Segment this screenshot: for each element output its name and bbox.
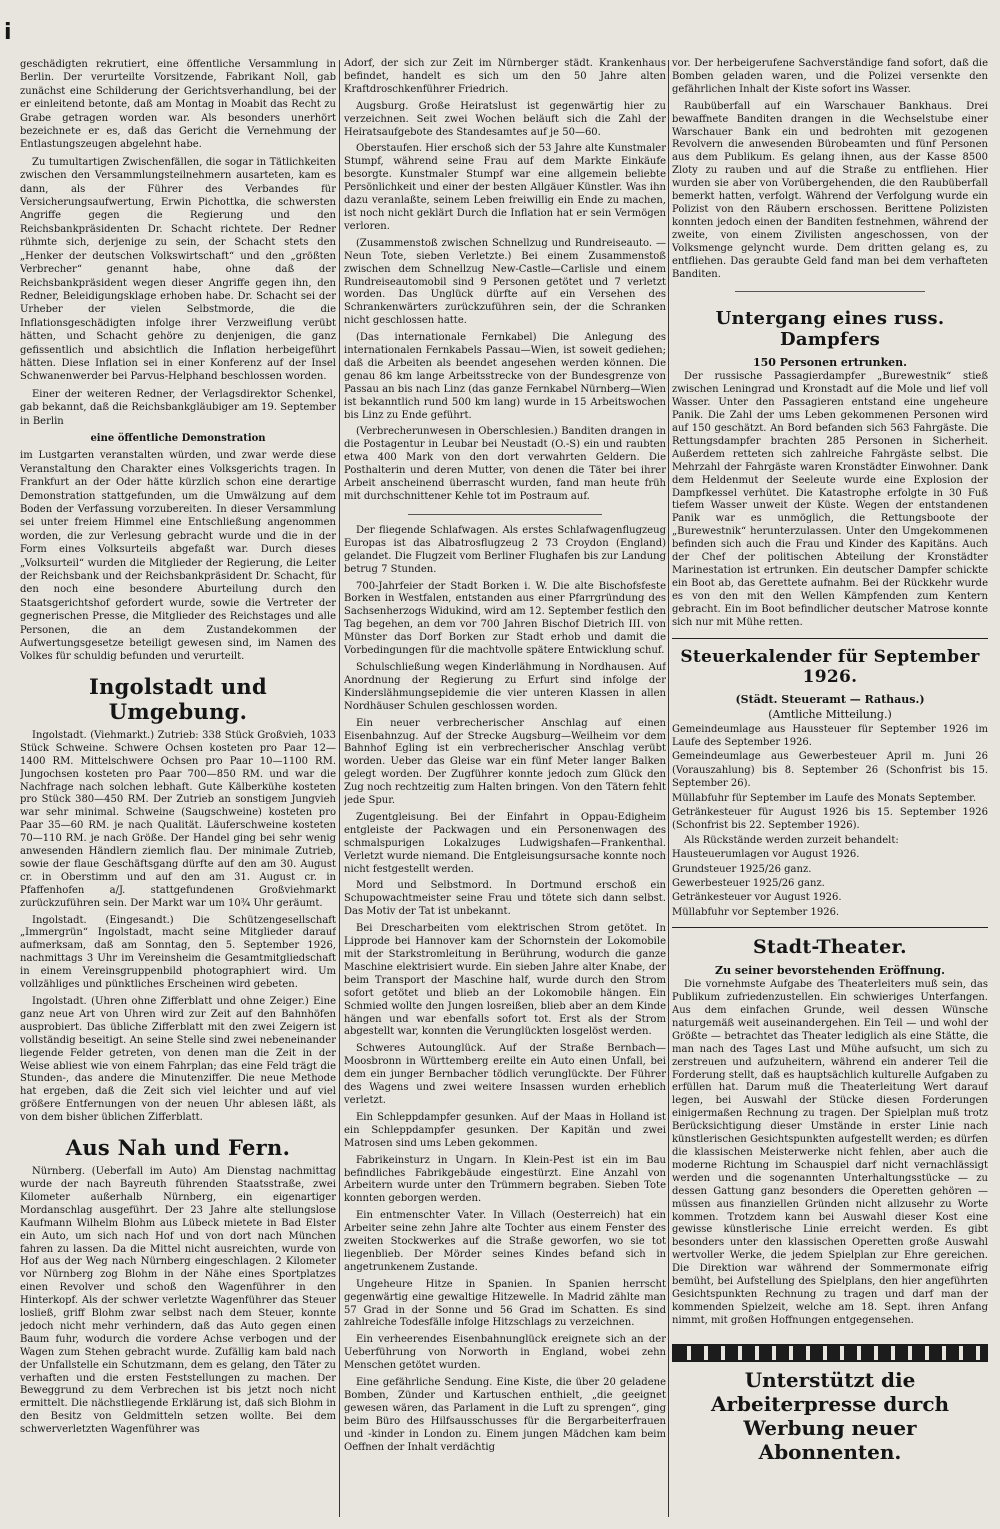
article-paragraph: Ein Schleppdampfer gesunken. Auf der Maas in Holland ist ein Schleppdampfer gesunken. Der Kapitän und zwei Matrosen sind ums Leben gekommen. bbox=[344, 1111, 666, 1149]
article-paragraph: Der russische Passagierdampfer „Burewestnik“ stieß zwischen Leningrad und Kronstadt auf die Mole und lief voll Wasser. Unter den Passagieren entstand eine ungeheure Panik. Die Zahl der ums Leben gekommenen Personen wird auf 150 geschätzt. An Bord befanden sich 563 Fahrgäste. Die Rettungsdampfer brachten 285 Personen in Sicherheit. Außerdem retteten sich zahlreiche Fahrgäste selbst. Die Mehrzahl der Fahrgäste waren Kronstädter Einwohner. Dank dem Heldenmut der Seeleute wurde eine Explosion der Dampfkessel verhütet. Die Katastrophe erfolgte in 30 Fuß tiefem Wasser unweit der Küste. Wegen der entstandenen Panik war es unmöglich, die Rettungsboote der „Burewestnik“ herunterzulassen. Unter den Umgekommenen befinden sich auch die Frau und Kinder des Kapitäns. Auch der Chef der politischen Abteilung der Kronstädter Marinestation ist ertrunken. Ein deutscher Dampfer schickte ein Boot ab, das Gerettete aufnahm. Bei der Rückkehr wurde es von den mit den Wellen Kämpfenden zum Kentern gebracht. Ein im Boot befindlicher deutscher Matrose konnte sich nur mit Mühe retten. bbox=[672, 371, 988, 628]
article-paragraph: Ingolstadt. (Uhren ohne Zifferblatt und ohne Zeiger.) Eine ganz neue Art von Uhren wird zur Zeit auf den Bahnhöfen ausprobiert. Das übliche Zifferblatt mit den zwei Zeigern ist vollständig beseitigt. An seine Stelle sind zwei nebeneinander liegende Felder getreten, von denen man die Zeit in der Weise abliest wie von einem Fahrplan; das eine Feld trägt die Stunden-, das andere die Minutenziffer. Die neue Methode hat ergeben, daß die Zeit sich viel leichter und auf viel größere Entfernungen von der neuen Uhr ablesen läßt, als von dem bisher üblichen Zifferblatt. bbox=[20, 996, 336, 1124]
article-paragraph: Fabrikeinsturz in Ungarn. In Klein-Pest ist ein im Bau befindliches Fabrikgebäude eingestürzt. Eine Anzahl von Arbeitern wurde unter den Trümmern begraben. Sieben Tote konnten geborgen werden. bbox=[344, 1154, 666, 1205]
section-subheading: 150 Personen ertrunken. bbox=[752, 356, 908, 370]
column-rule bbox=[339, 60, 340, 1517]
column-right bbox=[672, 58, 988, 1519]
section-heading-dampfer: Untergang eines russ. Dampfers bbox=[715, 308, 945, 351]
tax-item: Gewerbesteuer 1925/26 ganz. bbox=[672, 878, 825, 889]
tax-calendar bbox=[672, 723, 988, 920]
article-paragraph: Zu tumultartigen Zwischenfällen, die sogar in Tätlichkeiten zwischen den Versammlungsteilnehmern ausarteten, kam es dann, als der Führer des Verbandes für Versicherungsaufwertung, Erwin Pichottka, die schwersten Angriffe gegen die Regierung und den Reichsbankpräsidenten Dr. Schacht richtete. Der Redner rühmte sich, derjenige zu sein, der Schacht stets den „Henker der deutschen Volkswirtschaft“ und den „größten Verbrecher“ genannt habe, ohne daß der Reichsbankpräsident wegen dieser Angriffe gegen ihn, den Redner, Beleidigungsklage erhoben habe. Dr. Schacht sei der Urheber der vielen Selbstmorde, die die Inflationsgeschädigten infolge ihrer Verzweiflung verübt hätten, und Schacht gehöre zu denjenigen, die ganz gefissentlich und absichtlich die Inflation herbeigeführt hätten. Diese Inflation sei in einer Konferenz auf der Insel Schwanenwerder bei Parvus-Helphand beschlossen worden. bbox=[20, 156, 336, 383]
support-appeal bbox=[672, 1368, 988, 1464]
article-paragraph: Der fliegende Schlafwagen. Als erstes Schlafwagenflugzeug Europas ist das Albatrosflugzeug 2 73 Croydon (England) gelandet. Die Flugzeit vom Berliner Flughafen bis zur Landung betrug 7 Stunden. bbox=[344, 524, 666, 575]
separator bbox=[672, 927, 988, 928]
article-paragraph: Schweres Autounglück. Auf der Straße Bernbach—Moosbronn in Württemberg ereilte ein Auto einen Unfall, bei dem ein junger Bernbacher tödlich verunglückte. Der Führer des Wagens und zwei weitere Insassen wurden erheblich verletzt. bbox=[344, 1043, 666, 1106]
tax-item: Grundsteuer 1925/26 ganz. bbox=[672, 863, 812, 875]
corner-mark: i bbox=[4, 20, 12, 45]
separator bbox=[408, 514, 601, 515]
article-paragraph: Einer der weiteren Redner, der Verlagsdirektor Schenkel, gab bekannt, daß die Reichsbankgläubiger am 19. September in Berlin bbox=[20, 388, 336, 427]
tax-item: Hausteuerumlagen vor August 1926. bbox=[672, 849, 860, 861]
section-heading-steuer: Steuerkalender für September 1926. bbox=[680, 646, 980, 687]
tax-item: Müllabfuhr vor September 1926. bbox=[672, 906, 840, 918]
article-paragraph: Ein neuer verbrecherischer Anschlag auf einen Eisenbahnzug. Auf der Strecke Augsburg—Weilheim vor dem Bahnhof Egling ist ein verbrecherischer Anschlag verübt worden. Ueber das Gleise war ein fünf Meter langer Balken gelegt worden. Der Zugführer konnte jedoch zum Glück den Zug noch rechtzeitig zum Halten bringen. Von den Tätern fehlt jede Spur. bbox=[344, 717, 666, 807]
article-paragraph: Mord und Selbstmord. In Dortmund erschoß ein Schupowachtmeister seine Frau und tötete sich dann selbst. Das Motiv der Tat ist unbekannt. bbox=[344, 880, 666, 918]
article-paragraph: 700-Jahrfeier der Stadt Borken i. W. Die alte Bischofsfeste Borken in Westfalen, entstanden aus einer Pfarrgründung des Sachsenherzogs Widukind, wird am 12. September festlich den Tag begehen, an dem vor 700 Jahren Bischof Dietrich III. von Münster das Dorf Borken zur Stadt erhob und damit die Vorbedingungen für die machtvolle spätere Entwicklung schuf. bbox=[344, 580, 666, 657]
support-line: Werbung neuer Abonnenten. bbox=[743, 1415, 917, 1464]
section-heading-theater: Stadt-Theater. bbox=[753, 936, 907, 959]
tax-item: Müllabfuhr für September im Laufe des Monats September. bbox=[672, 792, 977, 804]
column-left bbox=[20, 58, 336, 1519]
article-paragraph: Zugentgleisung. Bei der Einfahrt in Oppau-Edigheim entgleiste der Packwagen und ein Personenwagen des schmalspurigen Lokalzuges Ludwigshafen—Frankenthal. Verletzt wurde niemand. Die Entgleisungsursache konnte noch nicht festgestellt werden. bbox=[344, 811, 666, 875]
article-paragraph: Ingolstadt. (Viehmarkt.) Zutrieb: 338 Stück Großvieh, 1033 Stück Schweine. Schwere Ochsen kosteten pro Paar 12—1400 RM. Mittelschwere Ochsen pro Paar 10—1100 RM. Jungochsen kosteten pro Paar 700—850 RM. und war die Nachfrage nach solchen lebhaft. Gute Kälberkühe kosteten pro Stück 380—450 RM. Der Zutrieb an sonstigem Jungvieh war sehr minimal. Schweine (Saugschweine) kosteten pro Paar 35—60 RM. je nach Qualität. Läuferschweine kosteten 70—110 RM. je nach Größe. Der Handel ging bei sehr wenig anwesenden Händlern ziemlich flau. Der minimale Zutrieb, sowie der flaue Geschäftsgang dürfte auf den am 30. August cr. in Oberstimm und auf den am 31. August cr. in Pfaffenhofen a/J. stattgefundenen Großviehmarkt zurückzuführen sein. Der Markt war um 10¾ Uhr geräumt. bbox=[20, 729, 336, 909]
article-paragraph: Ein verheerendes Eisenbahnunglück ereignete sich an der Ueberführung von Norworth in England, wobei zehn Menschen getötet wurden. bbox=[344, 1334, 666, 1372]
section-heading-ingolstadt: Ingolstadt und Umgebung. bbox=[88, 673, 267, 724]
article-paragraph: im Lustgarten veranstalten würden, und zwar werde diese Veranstaltung den Charakter eines Volksgerichts tragen. In Frankfurt an der Oder hätte kürzlich schon eine derartige Demonstration stattgefunden, um die Umwälzung auf dem Boden der Verfassung vorzubereiten. In dieser Versammlung sei unter freiem Himmel eine Entschließung angenommen worden, die zur Verlesung gebracht wurde und die in der Form eines Volksurteils abgefaßt war. Durch dieses „Volksurteil“ wurden die Mitglieder der Regierung, die Leiter der Reichsbank und der Reichsbankpräsident Dr. Schacht, für den noch eine besondere Aburteilung durch den Staatsgerichtshof gefordert wurde, sowie die Vertreter der gegnerischen Presse, die Mitglieder des Reichstages und alle Personen, die an dem Zustandekommen der Aufwertungsgesetze beteiligt gewesen sind, im Namen des Volkes für schuldig befunden und verurteilt. bbox=[20, 450, 336, 663]
article-paragraph: Oberstaufen. Hier erschoß sich der 53 Jahre alte Kunstmaler Stumpf, während seine Frau auf dem Markte Einkäufe besorgte. Kunstmaler Stumpf war eine allgemein beliebte Persönlichkeit und einer der besten Allgäuer Künstler. Was ihn dazu veranlaßte, seinem Leben freiwillig ein Ende zu machen, ist noch nicht geklärt Durch die Inflation hat er sein Vermögen verloren. bbox=[344, 143, 666, 232]
column-rule bbox=[668, 60, 669, 1517]
article-paragraph: Adorf, der sich zur Zeit im Nürnberger städt. Krankenhaus befindet, handelt es sich um den 50 Jahre alten Kraftdroschkenführer Friedrich. bbox=[344, 58, 666, 95]
article-paragraph: Die vornehmste Aufgabe des Theaterleiters muß sein, das Publikum zufriedenzustellen. Ein schwieriges Unterfangen. Aus dem einfachen Grunde, weil dessen Wünsche naturgemäß weit auseinandergehen. Ein Teil — und wohl der Größte — betrachtet das Theater lediglich als eine Stätte, die man nach des Tages Last und Mühe aufsucht, um sich zu zerstreuen und aufzuheitern, während ein anderer Teil die Forderung stellt, daß es hauptsächlich kulturelle Aufgaben zu erfüllen hat. Darum muß die Theaterleitung Wert darauf legen, bei Auswahl der Stücke diesen Forderungen einigermaßen Rechnung zu tragen. Der Spielplan muß trotz Berücksichtigung dieser Umstände in erster Linie nach künstlerischen Gesichtspunkten aufgestellt werden; es dürfen die klassischen Meisterwerke nicht fehlen, aber auch die moderne Richtung im Schauspiel darf nicht vernachlässigt werden und die sogenannten Unterhaltungsstücke — zu dessen Gattung ganz besonders die Operetten gehören — müssen aus finanziellen Gründen nicht allzusehr zu Worte kommen. Trotzdem kann bei Auswahl dieser Kost eine gewisse künstlerische Linie erreicht werden. Es gibt besonders unter den klassischen Operetten große Auswahl wertvoller Werke, die jedem Spielplan zur Ehre gereichen. Die Direktion war während der Sommermonate eifrig bemüht, bei Aufstellung des Spielplans, den hier angeführten Gesichtspunkten Rechnung zu tragen und darf man der kommenden Spielzeit, welche am 18. Sept. ihren Anfang nimmt, mit großen Hoffnungen entgegensehen. bbox=[672, 979, 988, 1326]
article-paragraph: Bei Drescharbeiten vom elektrischen Strom getötet. In Lipprode bei Hannover kam der Schornstein der Lokomobile mit der Starkstromleitung in Berührung, wodurch die ganze Maschine elektrisiert wurde. Ein sieben Jahre alter Knabe, der beim Transport der Maschine half, wurde durch den Strom sofort getötet und blieb an der Lokomobile hängen. Ein Schmied wollte den Jungen losreißen, blieb aber an dem Kinde hängen und war ebenfalls sofort tot. Erst als der Strom abgestellt war, konnten die Verunglückten losgelöst werden. bbox=[344, 923, 666, 1038]
tax-item: Gemeindeumlage aus Haussteuer für September 1926 im Laufe des September 1926. bbox=[672, 723, 988, 748]
article-paragraph: Ungeheure Hitze in Spanien. In Spanien herrscht gegenwärtig eine gewaltige Hitzewelle. In Madrid zählte man 57 Grad in der Sonne und 56 Grad im Schatten. Es sind zahlreiche Todesfälle infolge Hitzschlags zu verzeichnen. bbox=[344, 1278, 666, 1329]
article-paragraph: (Das internationale Fernkabel) Die Anlegung des internationalen Fernkabels Passau—Wien, ist soweit gediehen; daß die Arbeiten als beendet angesehen werden können. Die genau 86 km lange Arbeitsstrecke von der Bundesgrenze von Passau an bis nach Linz (das ganze Fernkabel Nürnberg—Wien ist bekanntlich rund 500 km lang) wurde in 15 Arbeitswochen bis Linz zu Ende geführt. bbox=[344, 332, 666, 421]
article-paragraph: (Verbrecherunwesen in Oberschlesien.) Banditen drangen in die Postagentur in Leubar bei Neustadt (O.-S) ein und raubten etwa 400 Mark von den dort verwahrten Geldern. Die Posthalterin und deren Mutter, von denen die Täter bei ihrer Arbeit anscheinend überrascht wurden, fand man heute früh mit durchschnittener Kehle tot im Postraum auf. bbox=[344, 426, 666, 502]
article-paragraph: geschädigten rekrutiert, eine öffentliche Versammlung in Berlin. Der verurteilte Vorsitzende, Fabrikant Noll, gab zunächst eine Schilderung der Gerichtsverhandlung, bei der er einleitend betonte, daß am Montag in Moabit das Recht zu Grabe getragen worden war. Als besonders unerhört bezeichnete er es, daß das Gericht die Vernehmung der Entlastungszeugen abgelehnt habe. bbox=[20, 59, 336, 151]
article-paragraph: Nürnberg. (Ueberfall im Auto) Am Dienstag nachmittag wurde der nach Bayreuth führenden Staatsstraße, zwei Kilometer außerhalb Nürnberg, ein eigenartiger Mordanschlag ausgeführt. Der 23 Jahre alte stellungslose Kaufmann Wilhelm Blohm aus Lübeck mietete in Bad Elster ein Auto, um sich nach Hof und von dort nach München fahren zu lassen. Da die Mittel nicht ausreichten, wurde von Hof aus der Weg nach Nürnberg eingeschlagen. 2 Kilometer vor Nürnberg zog Blohm in der Nähe eines Sportplatzes einen Revolver und schoß den Wagenführer in den Hinterkopf. Als der schwer verletzte Wagenführer das Steuer losließ, griff Blohm zwar selbst nach dem Steuer, konnte jedoch nicht mehr verhindern, daß das Auto gegen einen Baum fuhr, wodurch die vordere Achse verbogen und der Wagen zum Stehen gebracht wurde. Zufällig kam bald nach der Unfallstelle ein Schutzmann, dem es gelang, den Täter zu verhaften und die ersten Feststellungen zu machen. Der Beweggrund zu dem Verbrechen ist bis jetzt noch nicht ermittelt. Die nächstliegende Erklärung ist, daß sich Blohm in den Besitz von Geldmitteln setzen wollte. Bei dem schwerverletzten Wagenführer was bbox=[20, 1166, 336, 1436]
tax-item: Getränkesteuer für August 1926 bis 15. September 1926 (Schonfrist bis 22. September 1926). bbox=[672, 806, 988, 832]
article-paragraph: Augsburg. Große Heiratslust ist gegenwärtig hier zu verzeichnen. Seit zwei Wochen beläuft sich die Zahl der Heiratsaufgebote des Standesamtes auf je 50—60. bbox=[344, 100, 666, 138]
separator bbox=[735, 291, 925, 292]
article-subheading: eine öffentliche Demonstration bbox=[90, 432, 266, 444]
tax-item: Getränkesteuer vor August 1926. bbox=[672, 892, 842, 904]
section-heading-nah-fern: Aus Nah und Fern. bbox=[65, 1135, 291, 1161]
article-paragraph: Ein entmenschter Vater. In Villach (Oesterreich) hat ein Arbeiter seine zehn Jahre alte Tochter aus einem Fenster des zweiten Stockwerkes auf die Straße geworfen, wo sie tot liegenblieb. Der Mörder seines Kindes befand sich in angetrunkenem Zustande. bbox=[344, 1210, 666, 1273]
tax-item: Gemeindeumlage aus Gewerbesteuer April m. Juni 26 (Vorauszahlung) bis 8. September 26 (Schonfrist bis 15. September 26). bbox=[672, 751, 988, 790]
section-subheading: (Amtliche Mitteilung.) bbox=[768, 707, 892, 721]
section-subheading: Zu seiner bevorstehenden Eröffnung. bbox=[715, 964, 945, 978]
article-paragraph: (Zusammenstoß zwischen Schnellzug und Rundreiseauto. — Neun Tote, sieben Verletzte.) Bei einem Zusammenstoß zwischen dem Schnellzug New-Castle—Carlisle und einem Rundreiseautomobil sind 9 Personen getötet und 7 verletzt worden. Das Unglück dürfte auf ein Versehen des Schrankenwärters zurückzuführen sein, der die Schranken nicht geschlossen hatte. bbox=[344, 237, 666, 327]
support-line: Unterstützt die Arbeiterpresse durch bbox=[710, 1367, 950, 1416]
article-paragraph: vor. Der herbeigerufene Sachverständige fand sofort, daß die Bomben geladen waren, und die Polizei versenkte den gefährlichen Inhalt der Kiste sofort ins Wasser. bbox=[672, 58, 988, 95]
article-paragraph: Schulschließung wegen Kinderlähmung in Nordhausen. Auf Anordnung der Regierung zu Erfurt sind infolge der Kinderslähmungsepidemie die vier unteren Klassen in allen Nordhäuser Schulen geschlossen worden. bbox=[344, 661, 666, 712]
decorative-border bbox=[672, 1344, 988, 1362]
article-paragraph: Eine gefährliche Sendung. Eine Kiste, die über 20 geladene Bomben, Zünder und Kartuschen enthielt, „die geeignet gewesen wären, das Parlament in die Luft zu sprengen“, ging beim Büro des Hilfsausschusses für die Bergarbeiterfrauen und -kinder in London zu. Einem jungen Mädchen kam beim Oeffnen der Inhalt verdächtig bbox=[344, 1377, 666, 1453]
separator bbox=[672, 638, 988, 639]
article-paragraph: Ingolstadt. (Eingesandt.) Die Schützengesellschaft „Immergrün“ Ingolstadt, macht seine Mitglieder darauf aufmerksam, daß am Sonntag, den 5. September 1926, nachmittags 3 Uhr im Vereinsheim die Gesamtmitgliedschaft in einem Vereinsgruppenbild photographiert wird. Um vollzähliges und pünktliches Erscheinen wird gebeten. bbox=[20, 914, 336, 991]
column-middle bbox=[344, 58, 666, 1519]
section-subheading: (Städt. Steueramt — Rathaus.) bbox=[735, 692, 925, 706]
tax-item: Als Rückstände werden zurzeit behandelt: bbox=[684, 834, 899, 846]
article-paragraph: Raubüberfall auf ein Warschauer Bankhaus. Drei bewaffnete Banditen drangen in die Wechselstube einer Warschauer Bank ein und bedrohten mit gezogenen Revolvern die anwesenden Bürobeamten und fünf Personen aus dem Publikum. Es gelang ihnen, aus der Kasse 8500 Zloty zu rauben und auf die Straße zu entfliehen. Hier wurden sie aber von Vorübergehenden, die den Raubüberfall bemerkt hatten, verfolgt. Während der Verfolgung wurde ein Polizist von den Räubern erschossen. Berittene Polizisten konnten jedoch einen der Banditen festnehmen, während der zweite, von einem Zivilisten angeschossen, von der Volksmenge gelyncht wurde. Dem dritten gelang es, zu entfliehen. Das geraubte Geld fand man bei dem verhafteten Banditen. bbox=[672, 100, 988, 280]
